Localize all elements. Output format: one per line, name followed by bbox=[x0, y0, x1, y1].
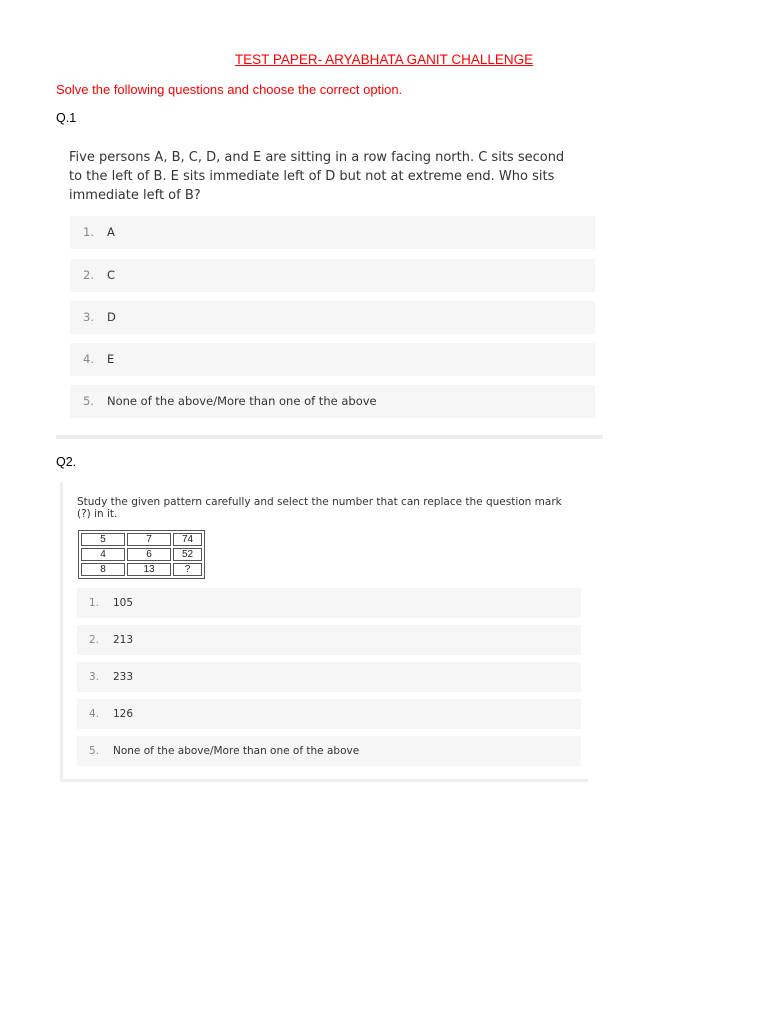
option-text: 233 bbox=[113, 671, 134, 683]
question-1-text: Five persons A, B, C, D, and E are sitting in a row facing north. C sits second to the left of B. E sits immediate left of D but not at extreme end. Who sits immediate left of B? bbox=[69, 150, 565, 203]
q1-option-1[interactable] bbox=[70, 216, 595, 249]
table-cell: ? bbox=[173, 563, 202, 576]
q2-option-1[interactable] bbox=[77, 588, 581, 618]
option-text: E bbox=[107, 352, 115, 366]
option-number: 2. bbox=[89, 634, 100, 646]
card-bottom-border bbox=[60, 779, 588, 782]
option-text: C bbox=[107, 268, 116, 282]
option-number: 1. bbox=[83, 225, 94, 239]
option-number: 5. bbox=[89, 745, 100, 757]
q1-option-4[interactable] bbox=[70, 343, 595, 376]
table-cell: 52 bbox=[173, 548, 202, 561]
q2-option-3[interactable] bbox=[77, 662, 581, 692]
option-number: 3. bbox=[89, 671, 100, 683]
table-row bbox=[81, 563, 202, 576]
q2-option-5[interactable] bbox=[77, 736, 581, 766]
number-pattern-table bbox=[78, 530, 205, 579]
table-row bbox=[81, 533, 202, 546]
option-text: A bbox=[107, 225, 115, 239]
q2-option-2[interactable] bbox=[77, 625, 581, 655]
question-1-card bbox=[56, 134, 603, 440]
instruction-text: Solve the following questions and choose the correct option. bbox=[56, 82, 403, 97]
question-2-card bbox=[60, 482, 588, 782]
table-cell: 74 bbox=[173, 533, 202, 546]
card-left-border bbox=[60, 482, 63, 782]
option-number: 3. bbox=[83, 310, 94, 324]
q1-option-2[interactable] bbox=[70, 259, 595, 292]
page-title: TEST PAPER- ARYABHATA GANIT CHALLENGE bbox=[234, 52, 534, 67]
q1-option-5[interactable] bbox=[70, 385, 595, 418]
option-text: None of the above/More than one of the above bbox=[113, 745, 360, 757]
option-number: 5. bbox=[83, 394, 94, 408]
table-cell: 5 bbox=[81, 533, 125, 546]
option-number: 4. bbox=[83, 352, 94, 366]
table-cell: 13 bbox=[127, 563, 171, 576]
table-cell: 8 bbox=[81, 563, 125, 576]
option-number: 2. bbox=[83, 268, 94, 282]
table-cell: 7 bbox=[127, 533, 171, 546]
option-number: 1. bbox=[89, 597, 100, 609]
q1-option-3[interactable] bbox=[70, 301, 595, 334]
divider bbox=[56, 435, 603, 439]
option-text: None of the above/More than one of the above bbox=[107, 394, 377, 408]
option-number: 4. bbox=[89, 708, 100, 720]
table-row bbox=[81, 548, 202, 561]
question-2-text: Study the given pattern carefully and select the number that can replace the question mark (?) in it. bbox=[77, 496, 562, 520]
option-text: 213 bbox=[113, 634, 134, 646]
table-cell: 4 bbox=[81, 548, 125, 561]
option-text: 126 bbox=[113, 708, 134, 720]
question-2-label: Q2. bbox=[56, 455, 77, 469]
table-cell: 6 bbox=[127, 548, 171, 561]
question-1-label: Q.1 bbox=[56, 111, 77, 125]
option-text: D bbox=[107, 310, 116, 324]
q2-option-4[interactable] bbox=[77, 699, 581, 729]
option-text: 105 bbox=[113, 597, 134, 609]
